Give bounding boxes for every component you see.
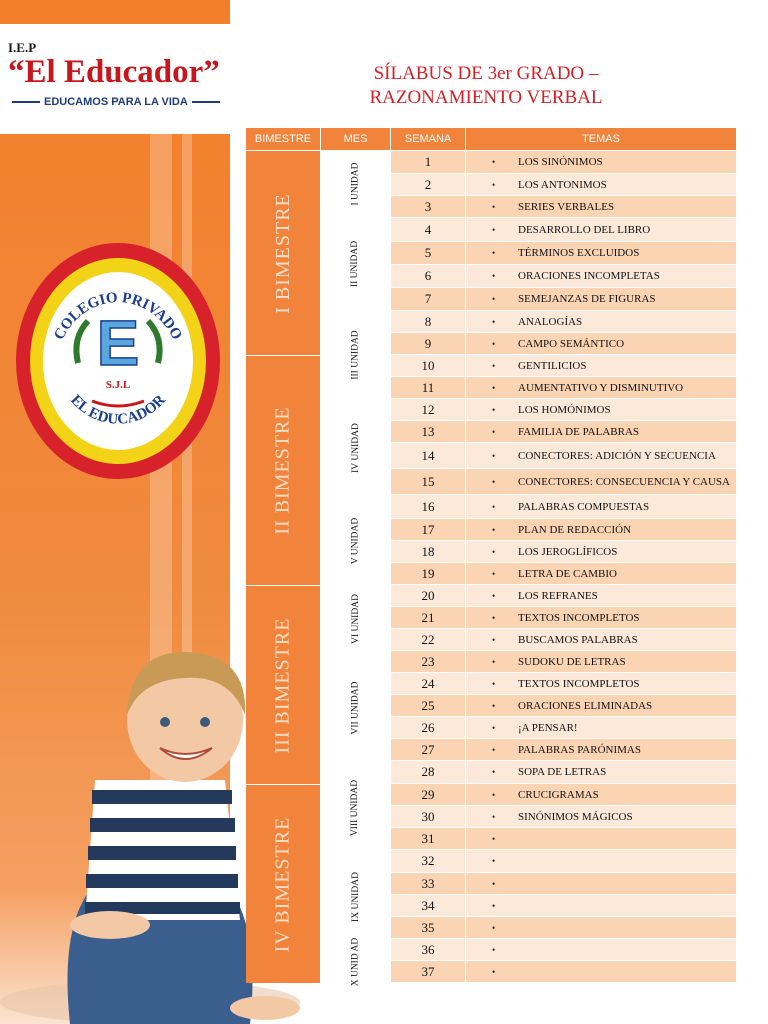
bimestre-cell [246, 785, 320, 983]
bullet-icon: • [492, 338, 496, 349]
tema-text: ANALOGÍAS [518, 315, 583, 328]
tema-cell [466, 828, 736, 849]
bimestre-cell [246, 586, 320, 784]
tema-cell [466, 151, 736, 173]
tema-cell [466, 399, 736, 420]
semana-cell: 14 [391, 443, 465, 468]
bullet-icon: • [492, 900, 496, 911]
unidad-cell [321, 586, 390, 652]
svg-text:EL EDUCADOR: EL EDUCADOR [67, 392, 169, 428]
bimestre-label: II BIMESTRE [271, 406, 294, 535]
table-row [391, 873, 736, 894]
table-row [391, 377, 736, 398]
tema-cell [466, 333, 736, 354]
title-line-1: SÍLABUS DE 3er GRADO – [373, 63, 599, 84]
bimestre-cell [246, 151, 320, 355]
table-row [391, 806, 736, 827]
semana-cell: 26 [391, 717, 465, 738]
bimestre-label: I BIMESTRE [271, 192, 294, 314]
table-row [391, 784, 736, 805]
semana-cell: 16 [391, 495, 465, 518]
sidebar-banner [0, 0, 230, 1024]
tema-text: SERIES VERBALES [518, 200, 615, 213]
bullet-icon: • [492, 248, 496, 258]
tema-cell [466, 895, 736, 916]
tema-text: CRUCIGRAMAS [518, 788, 599, 801]
semana-cell: 13 [391, 421, 465, 442]
bullet-icon: • [492, 722, 496, 733]
page-title [300, 62, 672, 110]
table-row [391, 519, 736, 540]
table-row [391, 333, 736, 354]
semana-cell: 8 [391, 311, 465, 332]
unidad-label: III UNIDAD [350, 330, 361, 380]
semana-cell: 7 [391, 288, 465, 310]
semana-cell: 21 [391, 607, 465, 628]
table-row [391, 421, 736, 442]
tema-cell [466, 495, 736, 518]
unidad-label: V UNIDAD [350, 517, 361, 565]
unidad-cell [321, 151, 390, 217]
tema-cell [466, 242, 736, 264]
tema-text: LOS ANTONIMOS [518, 178, 607, 191]
tema-text: BUSCAMOS PALABRAS [518, 633, 638, 646]
tema-cell [466, 784, 736, 805]
semana-cell: 30 [391, 806, 465, 827]
tema-cell [466, 377, 736, 398]
semana-cell: 34 [391, 895, 465, 916]
tema-text: SINÓNIMOS MÁGICOS [518, 810, 633, 823]
tema-text: FAMILIA DE PALABRAS [518, 425, 640, 438]
bullet-icon: • [492, 316, 496, 327]
table-row [391, 196, 736, 217]
semana-cell: 18 [391, 541, 465, 562]
bullet-icon: • [492, 811, 496, 822]
tema-cell [466, 174, 736, 195]
unidad-cell [321, 653, 390, 763]
tema-cell [466, 607, 736, 628]
table-row [391, 607, 736, 628]
tema-text: LOS SINÓNIMOS [518, 156, 603, 168]
tema-cell [466, 196, 736, 217]
tema-cell [466, 850, 736, 872]
unidad-cell [321, 853, 390, 940]
tema-text: SEMEJANZAS DE FIGURAS [518, 293, 656, 305]
header-bimestre: BIMESTRE [246, 128, 320, 150]
school-seal-logo [16, 243, 220, 479]
table-row [391, 311, 736, 332]
table-row [391, 917, 736, 938]
semana-cell: 12 [391, 399, 465, 420]
unidad-cell [321, 937, 390, 987]
tema-text: LOS REFRANES [518, 589, 598, 602]
tema-cell [466, 355, 736, 376]
tema-cell [466, 717, 736, 738]
semana-cell: 28 [391, 761, 465, 783]
bullet-icon: • [492, 426, 496, 437]
school-motto: EDUCAMOS PARA LA VIDA [8, 96, 218, 108]
tema-text: AUMENTATIVO Y DISMINUTIVO [518, 381, 684, 394]
table-row [391, 850, 736, 872]
tema-text: DESARROLLO DEL LIBRO [518, 223, 651, 236]
tema-text: GENTILICIOS [518, 359, 587, 372]
table-row [391, 443, 736, 468]
table-row [391, 629, 736, 650]
bullet-icon: • [492, 524, 496, 535]
tema-text: SUDOKU DE LETRAS [518, 655, 626, 668]
bullet-icon: • [492, 966, 496, 977]
header-temas: TEMAS [466, 128, 736, 150]
bullet-icon: • [492, 634, 496, 645]
tema-cell [466, 563, 736, 584]
tema-cell [466, 585, 736, 606]
bullet-icon: • [492, 700, 496, 711]
unidad-cell [321, 497, 390, 585]
semana-cell: 5 [391, 242, 465, 264]
semana-cell: 29 [391, 784, 465, 805]
table-row [391, 673, 736, 694]
table-row [391, 495, 736, 518]
bullet-icon: • [492, 501, 496, 512]
tema-text: ORACIONES ELIMINADAS [518, 699, 653, 712]
title-line-2: RAZONAMIENTO VERBAL [369, 87, 603, 108]
unidad-label: IX UNIDAD [350, 871, 361, 922]
table-row [391, 739, 736, 760]
bullet-icon: • [492, 944, 496, 955]
semana-cell: 11 [391, 377, 465, 398]
tema-cell [466, 739, 736, 760]
tema-cell [466, 873, 736, 894]
semana-cell: 22 [391, 629, 465, 650]
tema-cell [466, 961, 736, 982]
tema-cell [466, 519, 736, 540]
tema-text: TEXTOS INCOMPLETOS [518, 677, 640, 690]
semana-cell: 3 [391, 196, 465, 217]
bullet-icon: • [492, 476, 496, 487]
tema-text: CONECTORES: CONSECUENCIA Y CAUSA [518, 475, 730, 488]
semana-cell: 27 [391, 739, 465, 760]
bullet-icon: • [492, 157, 496, 167]
table-row [391, 288, 736, 310]
semana-cell: 20 [391, 585, 465, 606]
unidad-label: II UNIDAD [350, 240, 361, 288]
tema-text: ORACIONES INCOMPLETAS [518, 270, 660, 282]
table-row [391, 563, 736, 584]
unidad-label: I UNIDAD [350, 162, 361, 206]
semana-cell: 4 [391, 218, 465, 241]
tema-cell [466, 288, 736, 310]
bullet-icon: • [492, 678, 496, 689]
header-mes: MES [321, 128, 390, 150]
table-row [391, 828, 736, 849]
unidad-label: VIII UNIDAD [350, 779, 361, 837]
unidad-cell [321, 400, 390, 496]
tema-cell [466, 629, 736, 650]
tema-cell [466, 443, 736, 468]
table-row [391, 939, 736, 960]
bullet-icon: • [492, 404, 496, 415]
semana-cell: 25 [391, 695, 465, 716]
bullet-icon: • [492, 878, 496, 889]
bullet-icon: • [492, 612, 496, 623]
semana-cell: 36 [391, 939, 465, 960]
table-row [391, 585, 736, 606]
semana-cell: 35 [391, 917, 465, 938]
svg-text:S.J.L: S.J.L [105, 379, 131, 391]
semana-cell: 1 [391, 151, 465, 173]
table-row [391, 265, 736, 287]
table-row [391, 399, 736, 420]
bullet-icon: • [492, 833, 496, 844]
bullet-icon: • [492, 179, 496, 190]
tema-text: TEXTOS INCOMPLETOS [518, 611, 640, 624]
tema-cell [466, 421, 736, 442]
tema-text: PLAN DE REDACCIÓN [518, 523, 632, 536]
table-row [391, 218, 736, 241]
svg-text:E: E [96, 307, 140, 379]
unidad-cell [321, 764, 390, 852]
table-row [391, 695, 736, 716]
table-row [391, 355, 736, 376]
bullet-icon: • [492, 767, 496, 777]
table-row [391, 151, 736, 173]
bimestre-label: III BIMESTRE [271, 617, 294, 753]
semana-cell: 9 [391, 333, 465, 354]
bullet-icon: • [492, 294, 496, 304]
bullet-icon: • [492, 546, 496, 557]
bimestre-cell [246, 356, 320, 585]
tema-cell [466, 673, 736, 694]
tema-text: CONECTORES: ADICIÓN Y SECUENCIA [518, 449, 716, 462]
header-semana: SEMANA [391, 128, 465, 150]
tema-text: ¡A PENSAR! [518, 721, 578, 734]
bullet-icon: • [492, 360, 496, 371]
unidad-label: VII UNIDAD [350, 681, 361, 735]
table-row [391, 895, 736, 916]
table-row [391, 961, 736, 982]
unidad-cell [321, 311, 390, 399]
semana-cell: 19 [391, 563, 465, 584]
tema-cell [466, 311, 736, 332]
tema-cell [466, 761, 736, 783]
bullet-icon: • [492, 656, 496, 667]
tema-text: LOS JEROGLÍFICOS [518, 545, 618, 558]
table-row [391, 541, 736, 562]
semana-cell: 10 [391, 355, 465, 376]
unidad-label: IV UNIDAD [350, 423, 361, 473]
table-row [391, 761, 736, 783]
tema-cell [466, 218, 736, 241]
bullet-icon: • [492, 201, 496, 212]
table-row [391, 717, 736, 738]
semana-cell: 17 [391, 519, 465, 540]
tema-cell [466, 917, 736, 938]
semana-cell: 24 [391, 673, 465, 694]
semana-cell: 33 [391, 873, 465, 894]
tema-cell [466, 939, 736, 960]
bullet-icon: • [492, 789, 496, 800]
bullet-icon: • [492, 590, 496, 601]
tema-cell [466, 806, 736, 827]
semana-cell: 2 [391, 174, 465, 195]
bullet-icon: • [492, 224, 496, 235]
tema-text: PALABRAS PARÓNIMAS [518, 743, 641, 756]
table-row [391, 469, 736, 494]
school-prefix: I.E.P [8, 40, 37, 55]
unidad-label: VI UNIDAD [350, 594, 361, 644]
tema-text: LOS HOMÓNIMOS [518, 403, 611, 416]
bullet-icon: • [492, 271, 496, 281]
semana-cell: 37 [391, 961, 465, 982]
tema-text: TÉRMINOS EXCLUIDOS [518, 247, 640, 259]
semana-cell: 15 [391, 469, 465, 494]
semana-cell: 6 [391, 265, 465, 287]
tema-text: LETRA DE CAMBIO [518, 567, 617, 580]
semana-cell: 31 [391, 828, 465, 849]
tema-cell [466, 541, 736, 562]
bimestre-label: IV BIMESTRE [271, 816, 294, 952]
top-orange-bar [0, 0, 230, 24]
tema-text: SOPA DE LETRAS [518, 766, 607, 778]
tema-cell [466, 265, 736, 287]
school-name: “El Educador” [8, 54, 220, 90]
semana-cell: 23 [391, 651, 465, 672]
unidad-cell [321, 218, 390, 310]
bullet-icon: • [492, 856, 496, 866]
tema-text: PALABRAS COMPUESTAS [518, 500, 650, 513]
svg-text:COLEGIO PRIVADO: COLEGIO PRIVADO [51, 289, 185, 343]
tema-cell [466, 651, 736, 672]
bullet-icon: • [492, 450, 496, 461]
table-row [391, 242, 736, 264]
semana-cell: 32 [391, 850, 465, 872]
bullet-icon: • [492, 382, 496, 393]
table-row [391, 651, 736, 672]
unidad-label: X UNID AD [350, 937, 361, 987]
tema-text: CAMPO SEMÁNTICO [518, 337, 625, 350]
bullet-icon: • [492, 568, 496, 579]
table-row [391, 174, 736, 195]
tema-cell [466, 695, 736, 716]
tema-cell [466, 469, 736, 494]
bullet-icon: • [492, 744, 496, 755]
bullet-icon: • [492, 922, 496, 933]
